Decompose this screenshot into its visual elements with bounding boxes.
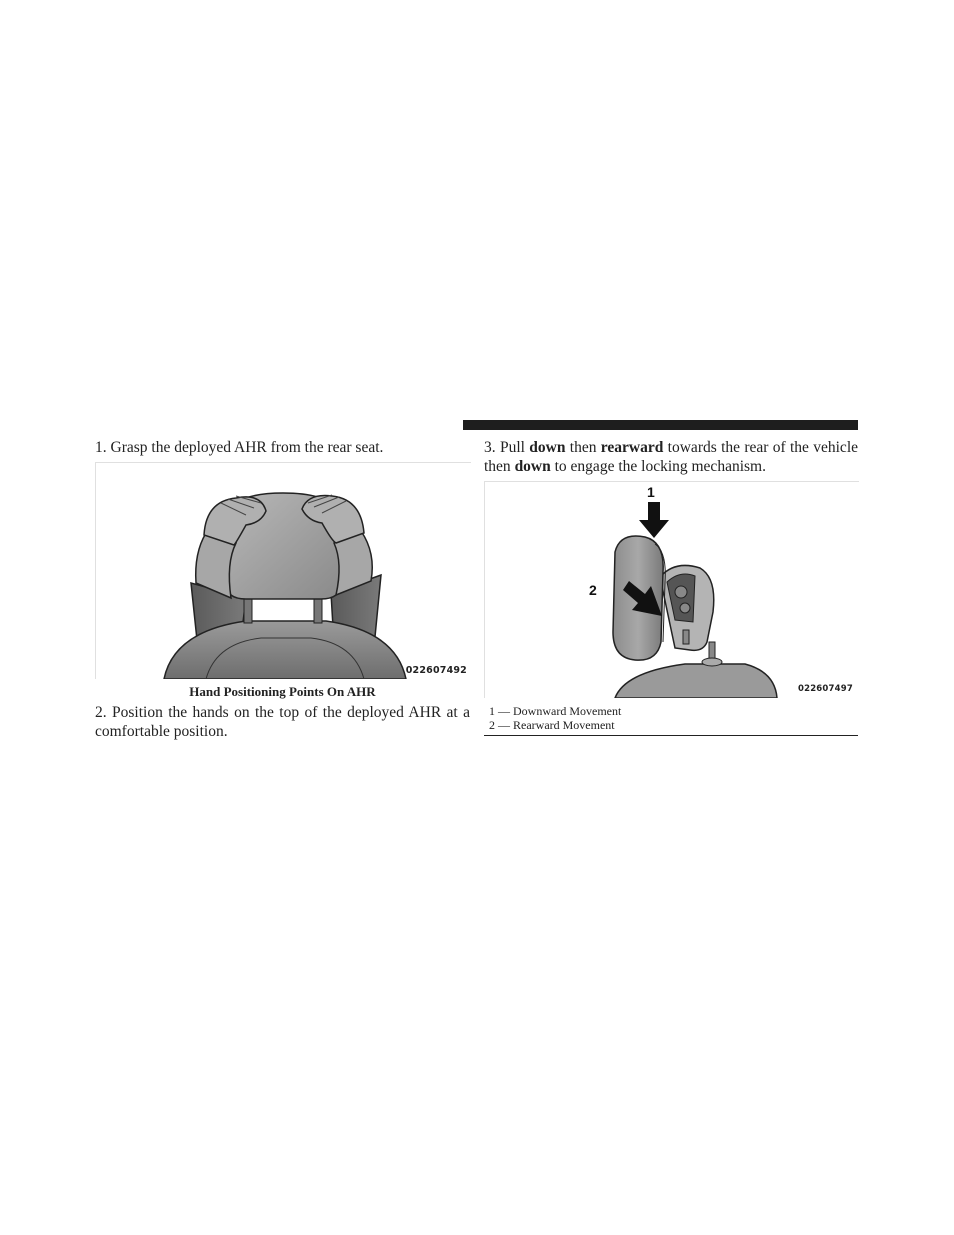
figure-caption: Hand Positioning Points On AHR — [189, 684, 376, 699]
legend-item: 1 — Downward Movement — [489, 704, 622, 718]
step-3-prefix: 3. Pull — [484, 439, 530, 456]
step-3-bold-rearward: rearward — [600, 439, 664, 456]
figure-legend — [484, 704, 858, 736]
section-header-bar — [463, 420, 858, 430]
step-2-text: 2. Position the hands on the top of the deployed AHR at a comfortable position. — [95, 704, 470, 740]
callout-1: 1 — [647, 484, 655, 500]
step-3-mid-1: then — [565, 439, 601, 456]
callout-2: 2 — [589, 582, 597, 598]
figure-headrest-movement — [484, 481, 859, 698]
step-3-mid-2: towards the rear of the vehicle then — [484, 439, 859, 475]
headrest-hands-illustration — [96, 463, 471, 679]
legend-item: 2 — Rearward Movement — [489, 718, 615, 732]
figure-code: 022607497 — [797, 684, 853, 694]
step-1-text: 1. Grasp the deployed AHR from the rear seat. — [95, 439, 384, 456]
step-3-bold-down-2: down — [514, 458, 551, 475]
figure-hand-positioning — [95, 462, 471, 679]
headrest-movement-illustration — [485, 482, 859, 698]
step-3-suffix: to engage the locking mechanism. — [550, 458, 766, 475]
step-3-bold-down: down — [529, 439, 566, 456]
step-3-text — [484, 438, 858, 476]
figure-code: 022607492 — [405, 665, 467, 676]
